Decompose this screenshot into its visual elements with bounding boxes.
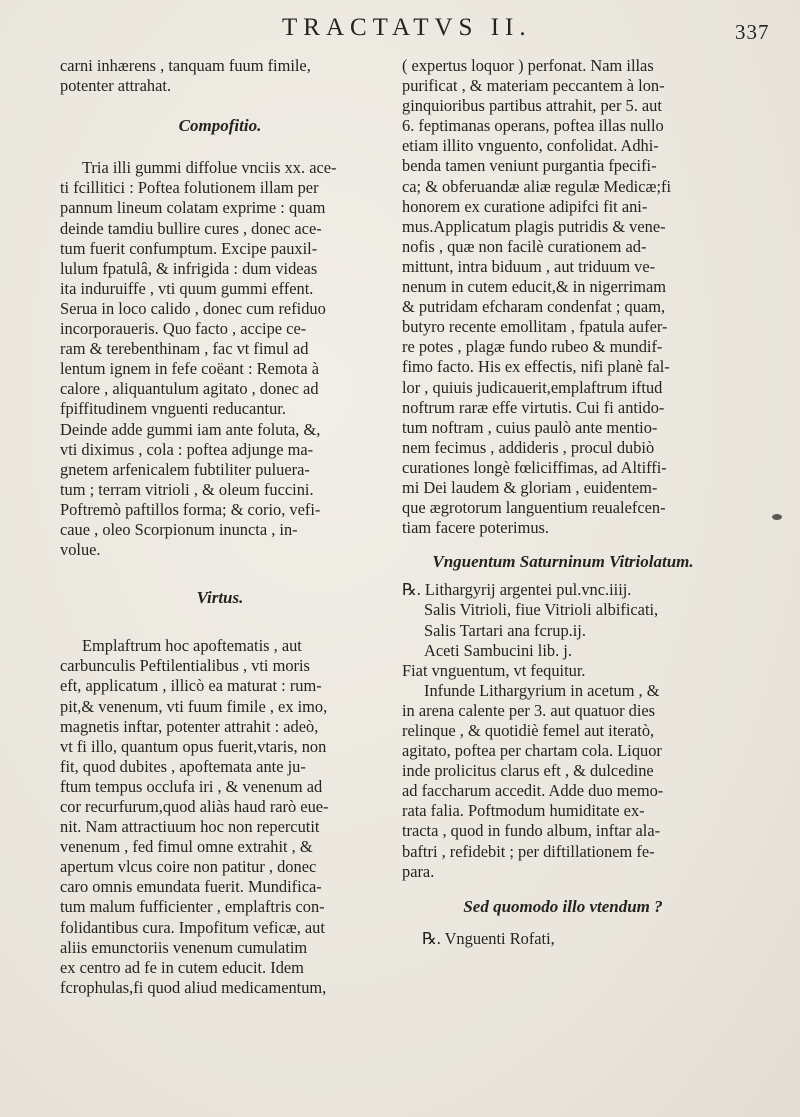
intro-text [60, 56, 380, 96]
virtus-heading: Virtus. [196, 588, 244, 608]
text-line: lor , quiuis judicauerit,emplaftrum iftud [402, 377, 663, 397]
ink-blot [772, 514, 782, 520]
text-line: Deinde adde gummi iam ante foluta, &, [60, 419, 321, 439]
text-line: nenum in cutem educit,& in nigerrimam [402, 277, 667, 297]
text-line: que ægrotorum languentium reualefcen- [402, 498, 666, 518]
preparation-paragraph [402, 661, 724, 882]
text-line: ita induruiffe , vti quum gummi effent. [60, 278, 314, 298]
text-line: mi Dei laudem & gloriam , euidentem- [402, 477, 658, 497]
text-line: butyro recente emollitam , fpatula aufer- [402, 317, 668, 337]
virtus-paragraph [60, 636, 380, 998]
text-line: pit,& venenum, vti fuum fimile , ex imo, [60, 696, 328, 716]
text-line: etiam illito vnguento, confolidat. Adhi- [402, 136, 659, 156]
text-line: ( expertus loquor ) perfonat. Nam illas [402, 56, 654, 75]
usage-heading: Sed quomodo illo vtendum ? [463, 896, 663, 916]
text-line: ℞. Lithargyrij argentei pul.vnc.iiij. [402, 580, 632, 600]
text-line: aliis emunctoriis venenum cumulatim [60, 937, 308, 957]
text-line: inde prolicitus clarus eft , & dulcedine [402, 761, 654, 781]
text-line: Infunde Lithargyrium in acetum , & [424, 680, 660, 700]
text-line: potenter attrahat. [60, 76, 172, 96]
running-head [0, 14, 800, 48]
text-line: 6. feptimanas operans, poftea illas nullo [402, 116, 664, 136]
text-line: tum fuerit confumptum. Excipe pauxil- [60, 238, 318, 258]
compositio-heading: Compofitio. [178, 116, 262, 136]
continued-paragraph [402, 56, 724, 538]
right-column [402, 56, 724, 949]
text-line: mittunt, intra biduum , aut triduum ve- [402, 256, 656, 276]
text-line: gnetem arfenicalem fubtiliter puluera- [60, 459, 310, 479]
text-line: caro omnis emundata fuerit. Mundifica- [60, 877, 322, 897]
text-line: eft, applicatum , illicò ea maturat : rum- [60, 676, 322, 696]
text-line: Emplaftrum hoc apoftematis , aut [82, 636, 302, 656]
text-line: calore , aliquantulum agitato , donec ad [60, 379, 319, 399]
text-line: tum ; terram vitrioli , & oleum fuccini. [60, 479, 314, 499]
text-line: Aceti Sambucini lib. j. [424, 640, 572, 660]
text-line: ftum tempus occlufa iri , & venenum ad [60, 776, 323, 796]
text-line: caue , oleo Scorpionum inuncta , in- [60, 519, 298, 539]
unguentum-heading: Vnguentum Saturninum Vitriolatum. [432, 552, 694, 572]
text-line: nit. Nam attractiuum hoc non repercutit [60, 817, 320, 837]
recipe-line-final: ℞. Vnguenti Rofati, [422, 928, 555, 948]
text-line: re potes , plagæ fundo rubeo & mundif- [402, 337, 663, 357]
text-line: agitato, poftea per chartam cola. Liquor [402, 741, 662, 761]
text-line: nem fecimus , addideris , procul dubiò [402, 437, 655, 457]
text-line: carni inhærens , tanquam fuum fimile, [60, 56, 311, 75]
text-line: benda tamen veniunt purgantia fpecifi- [402, 156, 657, 176]
text-line: ginquioribus partibus attrahit, per 5. aut [402, 96, 662, 116]
text-line: & putridam efcharam condenfat ; quam, [402, 297, 666, 317]
text-line: vti diximus , cola : poftea adjunge ma- [60, 439, 314, 459]
text-line: pannum lineum colatam exprime : quam [60, 198, 326, 218]
compositio-paragraph [60, 158, 380, 560]
text-line: fpiffitudinem vnguenti reducantur. [60, 399, 286, 419]
text-line: tracta , quod in fundo album, inftar ala- [402, 821, 661, 841]
text-line: magnetis inftar, potenter attrahit : adeò, [60, 716, 319, 736]
text-line: cor recurfurum,quod aliàs haud rarò eue- [60, 797, 329, 816]
text-line: carbunculis Peftilentialibus , vti moris [60, 656, 310, 676]
text-line: ca; & obferuandæ aliæ regulæ Medicæ;fi [402, 176, 672, 196]
text-line: fit, quod dubites , apoftemata ante ju- [60, 756, 306, 776]
recipe-list [402, 580, 724, 660]
text-line: vt fi illo, quantum opus fuerit,vtaris, non [60, 736, 327, 756]
text-line: relinque , & quotidiè femel aut iteratò, [402, 721, 655, 740]
text-line: Tria illi gummi diffolue vnciis xx. ace- [82, 158, 337, 178]
text-line: tum malum fufficienter , emplaftris con- [60, 897, 325, 917]
text-line: Salis Vitrioli, fiue Vitrioli albificati, [424, 600, 659, 620]
text-line: Fiat vnguentum, vt fequitur. [402, 660, 586, 680]
text-line: in arena calente per 3. aut quatuor dies [402, 700, 656, 720]
text-line: fcrophulas,fi quod aliud medicamentum, [60, 977, 327, 997]
running-title: TRACTATVS II. [282, 14, 532, 41]
text-line: rata falia. Poftmodum humiditate ex- [402, 801, 645, 821]
text-line: ti fcillitici : Poftea folutionem illam per [60, 178, 319, 198]
text-line: lentum ignem in fefe coëant : Remota à [60, 359, 319, 379]
text-line: purificat , & materiam peccantem à lon- [402, 76, 665, 96]
text-line: ad faccharum accedit. Adde duo memo- [402, 781, 664, 801]
text-line: lulum fpatulâ, & infrigida : dum videas [60, 258, 318, 278]
text-line: tum noftram , cuius paulò ante mentio- [402, 417, 658, 437]
text-line: baftri , refidebit ; per diftillationem fe- [402, 841, 655, 861]
text-line: tiam facere poterimus. [402, 518, 549, 538]
text-line: deinde tamdiu bullire cures , donec ace- [60, 218, 322, 238]
text-line: Salis Tartari ana fcrup.ij. [424, 620, 586, 640]
left-column [60, 56, 380, 998]
page-number: 337 [735, 20, 770, 44]
text-line: incorporaueris. Quo facto , accipe ce- [60, 319, 307, 339]
text-line: volue. [60, 540, 101, 560]
text-line: apertum vlcus coire non patitur , donec [60, 857, 317, 877]
text-line: venenum , fed fimul omne extrahit , & [60, 837, 313, 857]
text-line: ram & terebenthinam , fac vt fimul ad [60, 339, 309, 359]
text-line: curationes longè fœliciffimas, ad Altiffi- [402, 457, 667, 477]
text-line: folidantibus cura. Impofitum veficæ, aut [60, 917, 325, 937]
text-line: Poftremò paftillos forma; & corio, vefi- [60, 499, 321, 519]
text-line: nofis , quæ non facilè curationem ad- [402, 236, 647, 256]
text-line: ex centro ad fe in cutem educit. Idem [60, 957, 304, 977]
text-line: para. [402, 861, 435, 881]
text-line: honorem ex curatione adipifci fit ani- [402, 196, 648, 216]
text-line: mus.Applicatum plagis putridis & vene- [402, 216, 666, 236]
text-line: fimo facto. His ex effectis, nifi planè fal- [402, 357, 670, 377]
text-line: Serua in loco calido , donec cum refiduo [60, 298, 326, 318]
text-line: noftrum raræ effe virtutis. Cui fi antido- [402, 397, 665, 417]
